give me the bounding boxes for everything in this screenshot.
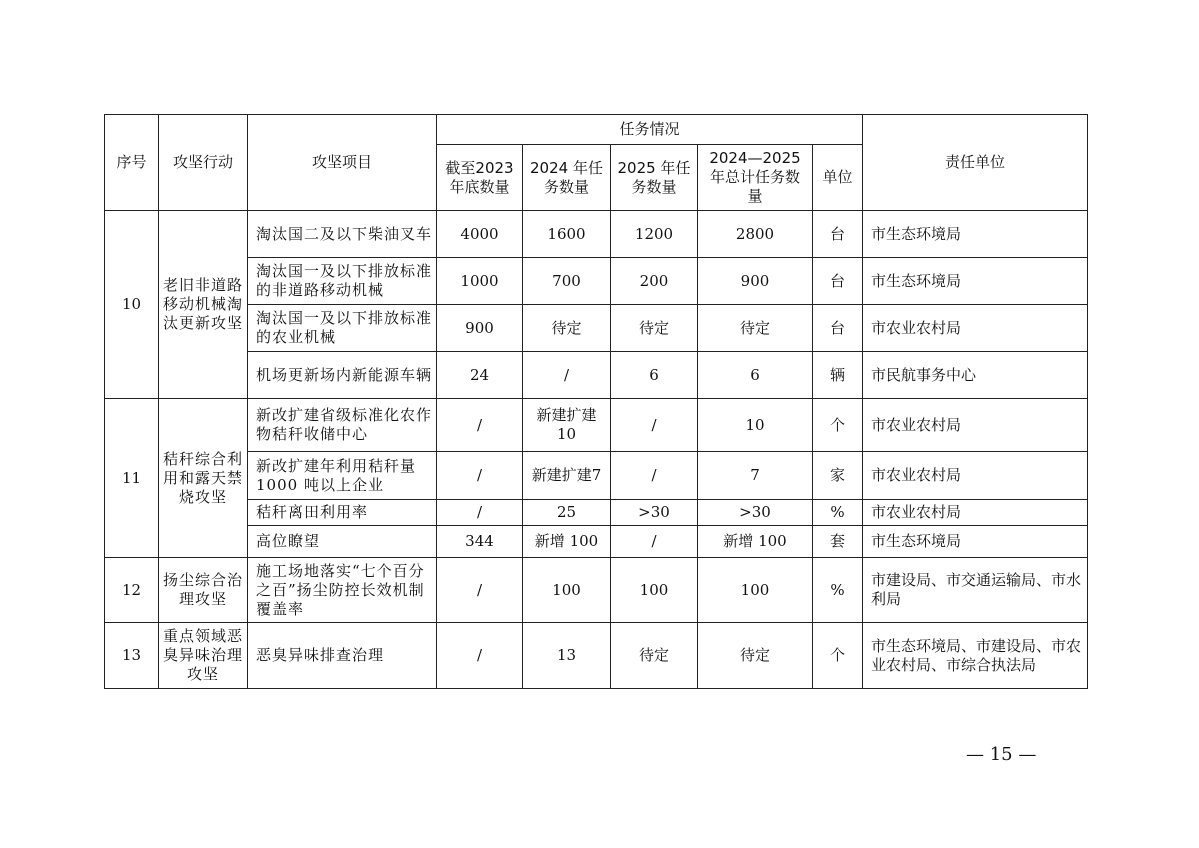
row-project: 淘汰国二及以下柴油叉车 xyxy=(248,211,437,258)
row-task2025: >30 xyxy=(611,500,698,526)
table-row xyxy=(105,305,1088,352)
row-unit: 个 xyxy=(813,399,863,452)
row-project: 恶臭异味排查治理 xyxy=(248,623,437,689)
header-task2025: 2025 年任务数量 xyxy=(611,145,698,211)
row-unit: 家 xyxy=(813,452,863,500)
table-row xyxy=(105,399,1088,452)
row-task2024: 新建扩建10 xyxy=(523,399,611,452)
row-index: 11 xyxy=(105,399,159,558)
row-task2025: 1200 xyxy=(611,211,698,258)
row-responsible: 市生态环境局 xyxy=(863,211,1088,258)
header-task-group: 任务情况 xyxy=(437,115,863,145)
row-action: 老旧非道路移动机械淘汰更新攻坚 xyxy=(159,211,248,399)
header-unit: 单位 xyxy=(813,145,863,211)
row-unit: % xyxy=(813,558,863,623)
row-task2024: 新建扩建7 xyxy=(523,452,611,500)
row-total: 2800 xyxy=(698,211,813,258)
row-task2025: / xyxy=(611,452,698,500)
row-task2025: 待定 xyxy=(611,623,698,689)
row-task2024: / xyxy=(523,352,611,399)
row-base2023: 900 xyxy=(437,305,523,352)
row-action: 扬尘综合治理攻坚 xyxy=(159,558,248,623)
row-task2024: 700 xyxy=(523,258,611,305)
row-responsible: 市生态环境局 xyxy=(863,258,1088,305)
row-task2025: 待定 xyxy=(611,305,698,352)
row-action: 秸秆综合利用和露天禁烧攻坚 xyxy=(159,399,248,558)
row-base2023: / xyxy=(437,399,523,452)
table-row xyxy=(105,623,1088,689)
row-responsible: 市农业农村局 xyxy=(863,500,1088,526)
table-row xyxy=(105,352,1088,399)
row-task2025: / xyxy=(611,526,698,558)
row-task2025: 6 xyxy=(611,352,698,399)
row-responsible: 市生态环境局、市建设局、市农业农村局、市综合执法局 xyxy=(863,623,1088,689)
row-unit: 台 xyxy=(813,211,863,258)
row-responsible: 市生态环境局 xyxy=(863,526,1088,558)
row-responsible: 市建设局、市交通运输局、市水利局 xyxy=(863,558,1088,623)
row-base2023: / xyxy=(437,452,523,500)
row-task2024: 13 xyxy=(523,623,611,689)
header-base2023: 截至2023年底数量 xyxy=(437,145,523,211)
row-project: 机场更新场内新能源车辆 xyxy=(248,352,437,399)
row-unit: 套 xyxy=(813,526,863,558)
row-base2023: / xyxy=(437,558,523,623)
row-total: 6 xyxy=(698,352,813,399)
row-project: 新改扩建省级标准化农作物秸秆收储中心 xyxy=(248,399,437,452)
row-task2024: 新增 100 xyxy=(523,526,611,558)
header-action: 攻坚行动 xyxy=(159,115,248,211)
row-responsible: 市农业农村局 xyxy=(863,399,1088,452)
row-project: 高位瞭望 xyxy=(248,526,437,558)
row-action: 重点领域恶臭异味治理攻坚 xyxy=(159,623,248,689)
row-unit: 个 xyxy=(813,623,863,689)
header-project: 攻坚项目 xyxy=(248,115,437,211)
row-project: 淘汰国一及以下排放标准的非道路移动机械 xyxy=(248,258,437,305)
table-row xyxy=(105,558,1088,623)
row-base2023: 4000 xyxy=(437,211,523,258)
row-task2024: 1600 xyxy=(523,211,611,258)
row-project: 秸秆离田利用率 xyxy=(248,500,437,526)
row-task2024: 25 xyxy=(523,500,611,526)
header-total: 2024—2025年总计任务数量 xyxy=(698,145,813,211)
row-total: >30 xyxy=(698,500,813,526)
row-task2025: 100 xyxy=(611,558,698,623)
row-base2023: / xyxy=(437,500,523,526)
row-index: 13 xyxy=(105,623,159,689)
row-project: 淘汰国一及以下排放标准的农业机械 xyxy=(248,305,437,352)
row-project: 新改扩建年利用秸秆量1000 吨以上企业 xyxy=(248,452,437,500)
row-unit: 台 xyxy=(813,305,863,352)
row-index: 12 xyxy=(105,558,159,623)
row-base2023: 1000 xyxy=(437,258,523,305)
table-row xyxy=(105,211,1088,258)
header-task2024: 2024 年任务数量 xyxy=(523,145,611,211)
table-row xyxy=(105,526,1088,558)
row-unit: % xyxy=(813,500,863,526)
table-row xyxy=(105,258,1088,305)
row-responsible: 市农业农村局 xyxy=(863,305,1088,352)
row-unit: 台 xyxy=(813,258,863,305)
row-base2023: 344 xyxy=(437,526,523,558)
row-total: 900 xyxy=(698,258,813,305)
row-total: 新增 100 xyxy=(698,526,813,558)
row-task2024: 100 xyxy=(523,558,611,623)
row-total: 10 xyxy=(698,399,813,452)
task-table xyxy=(104,114,1088,689)
table-row xyxy=(105,500,1088,526)
header-index: 序号 xyxy=(105,115,159,211)
table-row xyxy=(105,452,1088,500)
row-responsible: 市民航事务中心 xyxy=(863,352,1088,399)
row-index: 10 xyxy=(105,211,159,399)
header-responsible: 责任单位 xyxy=(863,115,1088,211)
row-total: 100 xyxy=(698,558,813,623)
row-total: 待定 xyxy=(698,305,813,352)
row-base2023: / xyxy=(437,623,523,689)
row-unit: 辆 xyxy=(813,352,863,399)
row-responsible: 市农业农村局 xyxy=(863,452,1088,500)
row-task2025: / xyxy=(611,399,698,452)
row-project: 施工场地落实“七个百分之百”扬尘防控长效机制覆盖率 xyxy=(248,558,437,623)
row-task2024: 待定 xyxy=(523,305,611,352)
page-number: — 15 — xyxy=(966,744,1037,765)
row-total: 待定 xyxy=(698,623,813,689)
row-task2025: 200 xyxy=(611,258,698,305)
row-base2023: 24 xyxy=(437,352,523,399)
row-total: 7 xyxy=(698,452,813,500)
